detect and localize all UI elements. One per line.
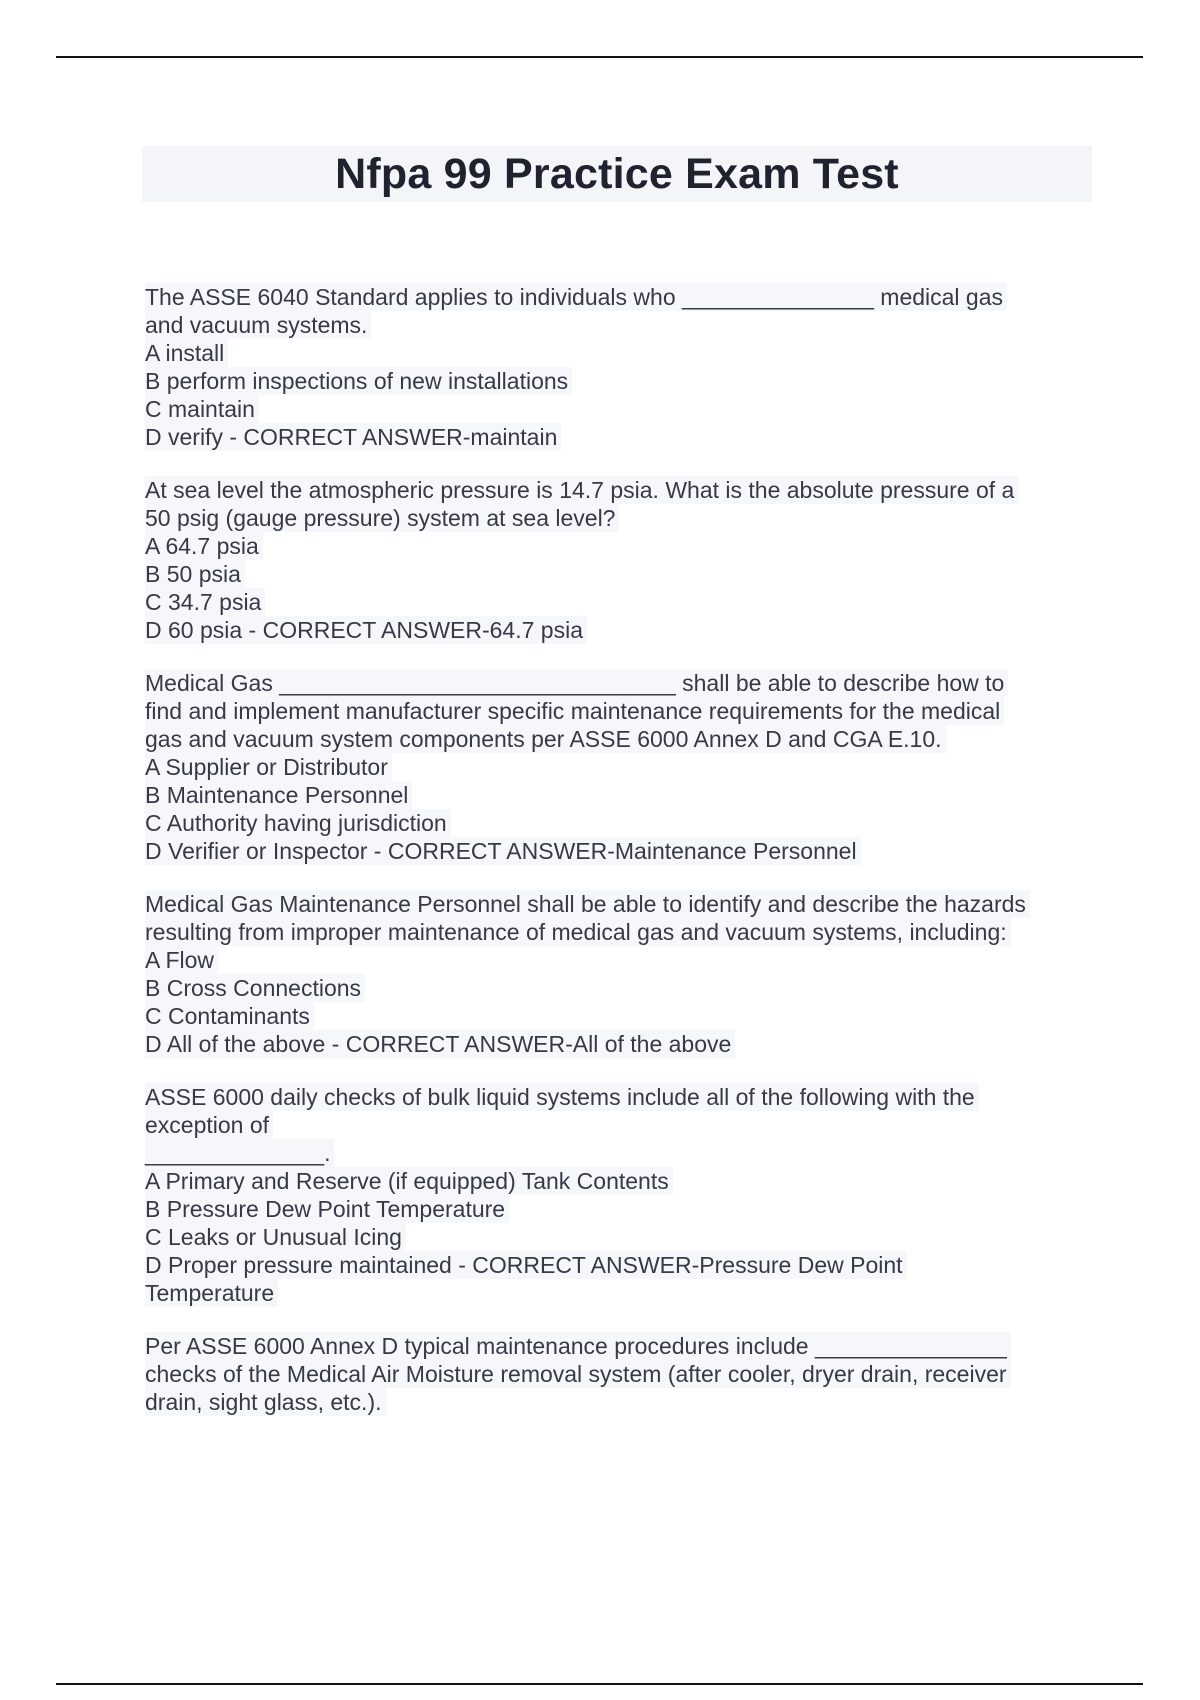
question-line: C Authority having jurisdiction	[145, 809, 451, 837]
question-line: A 64.7 psia	[145, 532, 263, 560]
question-line: drain, sight glass, etc.).	[145, 1388, 386, 1416]
question-line: D verify - CORRECT ANSWER-maintain	[145, 423, 561, 451]
question-line: resulting from improper maintenance of medical gas and vacuum systems, including:	[145, 918, 1011, 946]
question-line: gas and vacuum system components per ASSE 6000 Annex D and CGA E.10.	[145, 725, 946, 753]
question-line: B Maintenance Personnel	[145, 781, 412, 809]
question-line: ______________.	[145, 1139, 334, 1167]
question-line: At sea level the atmospheric pressure is 14.7 psia. What is the absolute pressure of a	[145, 476, 1018, 504]
question-line: D Verifier or Inspector - CORRECT ANSWER-Maintenance Personnel	[145, 837, 861, 865]
question-line: D Proper pressure maintained - CORRECT ANSWER-Pressure Dew Point	[145, 1251, 907, 1279]
title-band	[142, 146, 1092, 202]
question-block	[145, 476, 1075, 644]
question-line: Medical Gas _______________________________ shall be able to describe how to	[145, 669, 1008, 697]
question-line: B 50 psia	[145, 560, 245, 588]
question-line: C 34.7 psia	[145, 588, 265, 616]
question-block	[145, 1083, 1075, 1307]
question-line: C maintain	[145, 395, 259, 423]
question-line: Temperature	[145, 1279, 278, 1307]
question-line: 50 psig (gauge pressure) system at sea level?	[145, 504, 619, 532]
question-line: Per ASSE 6000 Annex D typical maintenance procedures include _______________	[145, 1332, 1011, 1360]
question-block	[145, 890, 1075, 1058]
question-line: B Pressure Dew Point Temperature	[145, 1195, 509, 1223]
questions-list	[145, 283, 1075, 1441]
header-rule	[56, 56, 1143, 58]
question-line: B Cross Connections	[145, 974, 365, 1002]
question-line: A Supplier or Distributor	[145, 753, 392, 781]
question-line: C Contaminants	[145, 1002, 314, 1030]
question-line: Medical Gas Maintenance Personnel shall be able to identify and describe the hazards	[145, 890, 1030, 918]
question-line: The ASSE 6040 Standard applies to individuals who _______________ medical gas	[145, 283, 1007, 311]
question-block	[145, 283, 1075, 451]
footer-rule	[56, 1683, 1143, 1685]
question-line: and vacuum systems.	[145, 311, 371, 339]
question-line: B perform inspections of new installations	[145, 367, 572, 395]
question-line: checks of the Medical Air Moisture removal system (after cooler, dryer drain, receiver	[145, 1360, 1011, 1388]
question-line: exception of	[145, 1111, 273, 1139]
question-line: A Flow	[145, 946, 218, 974]
question-line: find and implement manufacturer specific maintenance requirements for the medical	[145, 697, 1004, 725]
question-line: C Leaks or Unusual Icing	[145, 1223, 406, 1251]
question-line: D 60 psia - CORRECT ANSWER-64.7 psia	[145, 616, 587, 644]
question-block	[145, 669, 1075, 865]
question-line: D All of the above - CORRECT ANSWER-All of the above	[145, 1030, 735, 1058]
question-line: A Primary and Reserve (if equipped) Tank Contents	[145, 1167, 673, 1195]
question-line: A install	[145, 339, 228, 367]
document-title: Nfpa 99 Practice Exam Test	[335, 149, 899, 198]
question-block	[145, 1332, 1075, 1416]
question-line: ASSE 6000 daily checks of bulk liquid systems include all of the following with the	[145, 1083, 979, 1111]
